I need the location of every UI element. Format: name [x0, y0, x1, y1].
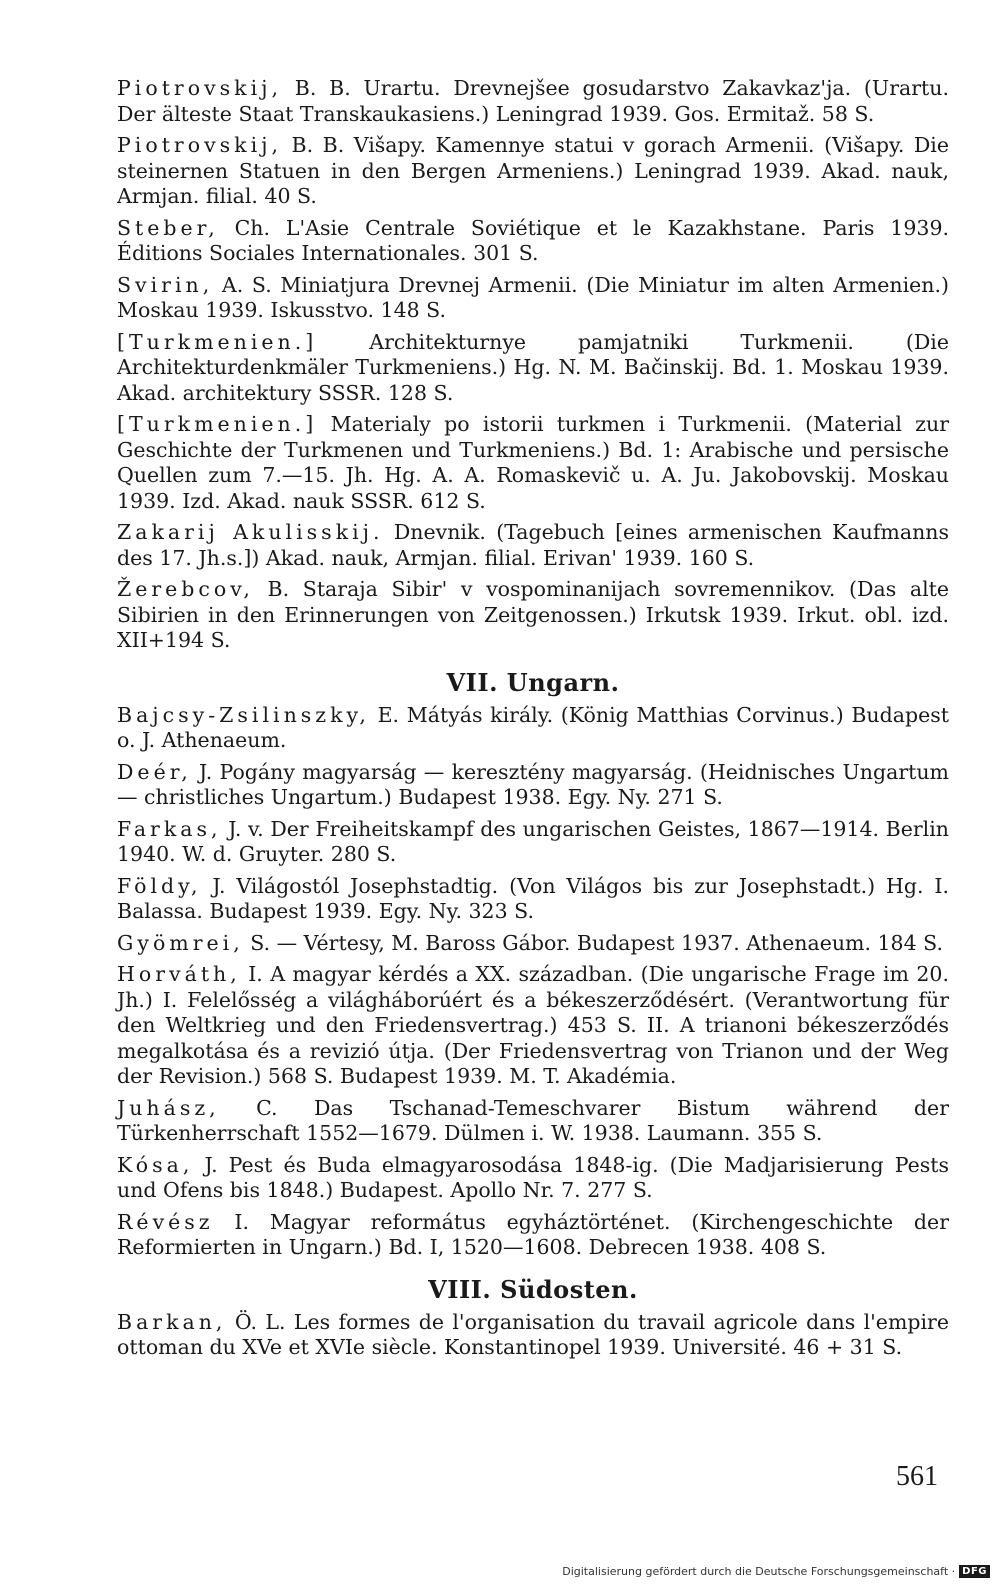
dfg-logo-icon: DFG — [959, 1565, 990, 1578]
entry-text: J. Pest és Buda elmagyarosodása 1848-ig. (Die Madjarisierung Pests und Ofens bis 1848.) Budapest. Apollo Nr. 7. 277 S. — [117, 1152, 949, 1202]
entry-author: Földy, — [117, 873, 202, 898]
bibliography-entry — [117, 1096, 949, 1147]
entries-group-2 — [117, 703, 949, 1261]
entry-text: Ö. L. Les formes de l'organisation du travail agricole dans l'empire ottoman du XVe et XVIe siècle. Konstantinopel 1939. Université. 46 + 31 S. — [117, 1309, 949, 1359]
bibliography-entry — [117, 760, 949, 811]
bibliography-entry — [117, 817, 949, 868]
footer-text: Digitalisierung gefördert durch die Deutsche Forschungsgemeinschaft · — [562, 1565, 956, 1578]
page-number: 561 — [896, 1461, 938, 1492]
entries-group-1 — [117, 76, 949, 654]
entry-text: J. Pogány magyarság — keresztény magyarság. (Heidnisches Ungartum — christliches Ungartum.) Budapest 1938. Egy. Ny. 271 S. — [117, 759, 949, 809]
bibliography-entry — [117, 133, 949, 210]
entry-text: C. Das Tschanad-Temeschvarer Bistum während der Türkenherrschaft 1552—1679. Dülmen i. W. 1938. Laumann. 355 S. — [117, 1095, 949, 1145]
footer-credit — [562, 1565, 990, 1578]
entry-author: [Turkmenien.] — [117, 412, 318, 436]
section-heading-vii: VII. Ungarn. — [446, 667, 620, 697]
entry-author: Juhász, — [117, 1095, 220, 1120]
entry-author: Kósa, — [117, 1152, 194, 1177]
bibliography-entry — [117, 330, 949, 407]
entry-author: Gyömrei, — [117, 930, 244, 955]
bibliography-entry — [117, 76, 949, 127]
entry-author: Barkan, — [117, 1309, 227, 1334]
bibliography-entry — [117, 874, 949, 925]
bibliography-entry — [117, 1153, 949, 1204]
bibliography-page — [117, 76, 949, 1367]
entry-author: Steber, — [117, 215, 219, 240]
bibliography-entry — [117, 703, 949, 754]
entry-text: Architekturnye pamjatniki Turkmenii. (Die Architekturdenkmäler Turkmeniens.) Hg. N. M. Bačinskij. Bd. 1. Moskau 1939. Akad. architektury SSSR. 128 S. — [117, 329, 949, 405]
entry-author: [Turkmenien.] — [117, 329, 318, 354]
bibliography-entry — [117, 1310, 949, 1361]
entry-text: Materialy po istorii turkmen i Turkmenii. (Material zur Geschichte der Turkmenen und Turkmeniens.) Bd. 1: Arabische und persische Quellen zum 7.—15. Jh. Hg. A. A. Romaskevič u. A. Ju. Jakobovskij. Moskau 1939. Izd. Akad. nauk SSSR. 612 S. — [117, 412, 949, 513]
bibliography-entry — [117, 412, 949, 514]
section-heading-viii: VIII. Südosten. — [428, 1274, 638, 1304]
entry-text: I. A magyar kérdés a XX. században. (Die ungarische Frage im 20. Jh.) I. Felelősség a világháborúért és a békeszerződésért. (Verantwortung für den Weltkrieg und den Friedensvertrag.) 453 S. II. A trianoni békeszerződés megalkotása és a revizió útja. (Der Friedensvertrag von Trianon und der Weg der Revision.) 568 S. Budapest 1939. M. T. Akadémia. — [117, 962, 949, 1088]
entry-text: A. S. Miniatjura Drevnej Armenii. (Die Miniatur im alten Armenien.) Moskau 1939. Iskusstvo. 148 S. — [117, 272, 949, 322]
entry-author: Bajcsy-Zsilinszky, — [117, 702, 370, 727]
entry-author: Zakarij Akulisskij. — [117, 520, 384, 544]
entry-author: Svirin, — [117, 272, 214, 297]
entry-text: J. v. Der Freiheitskampf des ungarischen Geistes, 1867—1914. Berlin 1940. W. d. Gruyter. 280 S. — [117, 816, 949, 866]
entry-text: Ch. L'Asie Centrale Soviétique et le Kazakhstane. Paris 1939. Éditions Sociales Internationales. 301 S. — [117, 215, 949, 265]
bibliography-entry — [117, 273, 949, 324]
entry-author: Révész — [117, 1209, 214, 1234]
entry-text: B. B. Višapy. Kamennye statui v gorach Armenii. (Višapy. Die steinernen Statuen in den Bergen Armeniens.) Leningrad 1939. Akad. nauk, Armjan. filial. 40 S. — [117, 133, 949, 208]
entry-author: Deér, — [117, 759, 192, 784]
bibliography-entry — [117, 216, 949, 267]
entry-author: Piotrovskij, — [117, 133, 283, 157]
entry-text: S. — Vértesy, M. Baross Gábor. Budapest 1937. Athenaeum. 184 S. — [243, 930, 943, 955]
entry-author: Piotrovskij, — [117, 76, 283, 100]
entry-author: Farkas, — [117, 816, 222, 841]
entry-text: I. Magyar református egyháztörténet. (Kirchengeschichte der Reformierten in Ungarn.) Bd. I, 1520—1608. Debrecen 1938. 408 S. — [117, 1209, 949, 1259]
bibliography-entry — [117, 962, 949, 1090]
entry-text: E. Mátyás király. (König Matthias Corvinus.) Budapest o. J. Athenaeum. — [117, 702, 949, 752]
entry-text: B. B. Urartu. Drevnejšee gosudarstvo Zakavkaz'ja. (Urartu. Der älteste Staat Transkaukasiens.) Leningrad 1939. Gos. Ermitaž. 58 S. — [117, 76, 949, 126]
entry-text: Dnevnik. (Tagebuch [eines armenischen Kaufmanns des 17. Jh.s.]) Akad. nauk, Armjan. filial. Erivan' 1939. 160 S. — [117, 520, 949, 570]
entry-text: J. Világostól Josephstadtig. (Von Világos bis zur Josephstadt.) Hg. I. Balassa. Budapest 1939. Egy. Ny. 323 S. — [117, 873, 949, 923]
bibliography-entry — [117, 577, 949, 654]
bibliography-entry — [117, 1210, 949, 1261]
bibliography-entry — [117, 520, 949, 571]
bibliography-entry — [117, 931, 949, 957]
entry-text: B. Staraja Sibir' v vospominanijach sovremennikov. (Das alte Sibirien in den Erinnerungen von Zeitgenossen.) Irkutsk 1939. Irkut. obl. izd. XII+194 S. — [117, 577, 949, 652]
entry-author: Horváth, — [117, 962, 241, 986]
entry-author: Žerebcov, — [117, 577, 254, 601]
entries-group-3 — [117, 1310, 949, 1361]
